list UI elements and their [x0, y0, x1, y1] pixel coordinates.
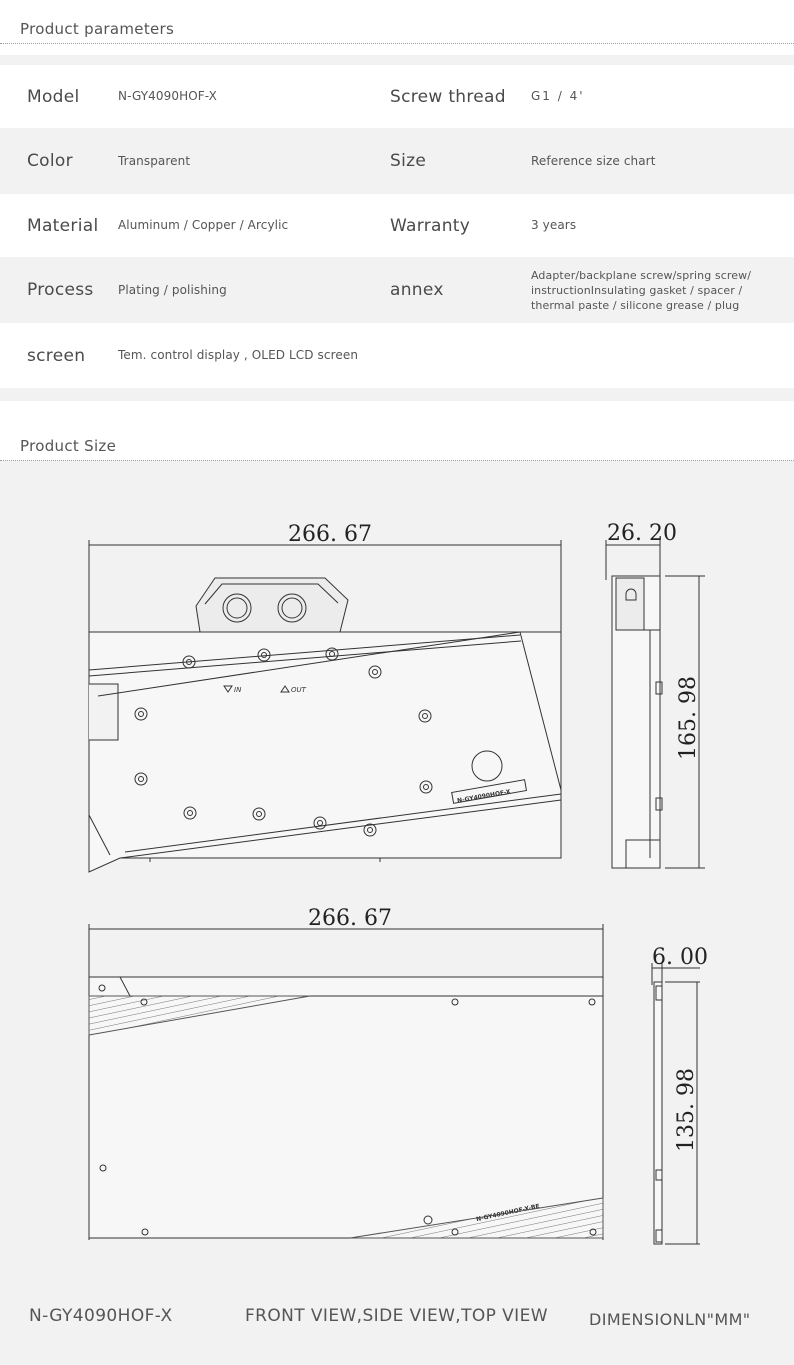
back-height-dim: 135. 98: [674, 1068, 699, 1152]
color-value: Transparent: [118, 153, 191, 168]
warranty-value: 3 years: [531, 218, 577, 232]
model-value: N-GY4090HOF-X: [118, 89, 217, 103]
footer-dimension: DIMENSIONLN"MM": [589, 1310, 751, 1329]
front-block-outline: [89, 632, 561, 872]
params-section-title: Product parameters: [20, 20, 175, 38]
plate-model-label: N-GY4090HOF-X: [456, 788, 512, 805]
process-label: Process: [27, 280, 94, 300]
size-label: Size: [390, 151, 427, 171]
screw-thread-value: G1 / 4': [531, 89, 585, 103]
back-thickness-dim: 6. 00: [652, 945, 708, 970]
screen-value: Tem. control display , OLED LCD screen: [118, 348, 359, 362]
front-width-dim: 266. 67: [288, 522, 372, 547]
screw-thread-label: Screw thread: [390, 86, 506, 107]
model-label: Model: [27, 86, 80, 107]
annex-value-line2: instructionInsulating gasket / spacer /: [531, 283, 743, 297]
material-value: Aluminum / Copper / Arcylic: [118, 218, 289, 232]
annex-value-line3: thermal paste / silicone grease / plug: [531, 298, 740, 312]
size-section-title: Product Size: [20, 437, 117, 455]
side-thickness-dim: 26. 20: [607, 521, 677, 546]
footer-views: FRONT VIEW,SIDE VIEW,TOP VIEW: [245, 1306, 548, 1326]
out-label: OUT: [291, 686, 306, 694]
annex-value-line1: Adapter/backplane screw/spring screw/: [531, 268, 752, 282]
back-model-label: N-GY4090HOF-X-BE: [475, 1202, 541, 1224]
color-label: Color: [27, 151, 73, 171]
footer-model: N-GY4090HOF-X: [29, 1306, 173, 1326]
annex-label: annex: [390, 280, 444, 300]
screen-label: screen: [27, 345, 86, 366]
warranty-label: Warranty: [390, 215, 471, 236]
front-height-dim: 165. 98: [676, 676, 701, 760]
back-width-dim: 266. 67: [308, 906, 392, 931]
in-label: IN: [234, 686, 242, 694]
material-label: Material: [27, 215, 99, 236]
size-value: Reference size chart: [531, 153, 656, 168]
back-side-outline: [654, 982, 662, 1244]
process-value: Plating / polishing: [118, 282, 227, 297]
front-cap-outline: [196, 578, 348, 632]
